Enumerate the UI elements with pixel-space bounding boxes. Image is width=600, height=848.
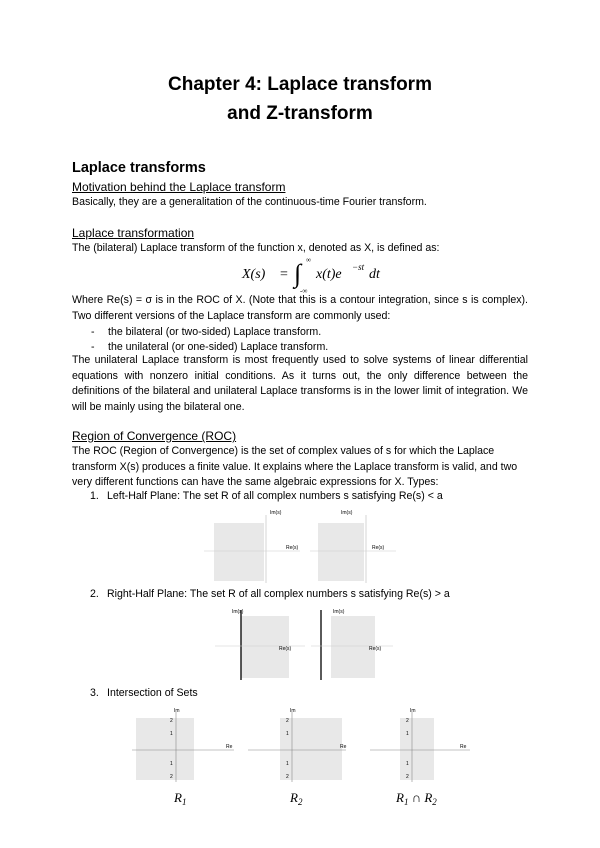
bullet-item: the unilateral (or one-sided) Laplace transform. [108, 341, 329, 353]
re-axis-label: Re(s) [369, 646, 382, 652]
tick-label: 2 [170, 718, 173, 724]
formula-integrand: x(t)e [316, 267, 342, 282]
formula-upper-limit: ∞ [306, 256, 311, 264]
roc-item-text: Left-Half Plane: The set R of all complex numbers s satisfying Re(s) < a [107, 490, 443, 502]
roc-region [280, 718, 342, 780]
plot-r1-cap-r2 [370, 708, 470, 782]
bullet-item: the bilateral (or two-sided) Laplace transform. [108, 326, 322, 338]
roc-item-number: 1. [90, 490, 99, 502]
re-axis-label: Re [226, 744, 233, 750]
tick-label: 1 [286, 731, 289, 737]
roc-region [400, 718, 434, 780]
section-heading: Laplace transforms [72, 160, 206, 176]
bullet-dash: - [91, 341, 95, 353]
roc-item-number: 2. [90, 588, 99, 600]
tick-label: 2 [286, 718, 289, 724]
formula-lower-limit: -∞ [300, 287, 308, 295]
formula-lhs: X(s) [242, 267, 266, 282]
tick-label: 2 [286, 774, 289, 780]
chapter-title-line2: and Z-transform [227, 103, 373, 124]
re-axis-label: Re(s) [286, 545, 299, 551]
laplace-para-2: The unilateral Laplace transform is most frequently used to solve systems of linear differential equations with nonzero initial conditions. As it turns out, the only difference between the definitions of the bilateral and unilateral Laplace transforms is in the lower limit of integration. We will be mainly using the bilateral one. [72, 354, 528, 413]
integral-sign: ∫ [294, 259, 302, 288]
tick-label: 2 [406, 774, 409, 780]
formula-equals: = [280, 267, 288, 282]
roc-heading: Region of Convergence (ROC) [72, 429, 237, 443]
tick-label: 1 [170, 731, 173, 737]
im-axis-label: Im(s) [232, 609, 244, 615]
plot-r2 [248, 708, 347, 782]
im-axis-label: Im [290, 708, 296, 714]
tick-label: 1 [170, 761, 173, 767]
laplace-formula [242, 256, 392, 295]
tick-label: 1 [406, 731, 409, 737]
motivation-text: Basically, they are a generalitation of the continuous-time Fourier transform. [72, 196, 427, 208]
intersection-label: $R_1$ ∩ $R_2$ [396, 790, 437, 806]
roc-region [136, 718, 194, 780]
tick-label: 1 [286, 761, 289, 767]
roc-item-number: 3. [90, 687, 99, 699]
im-axis-label: Im [410, 708, 416, 714]
right-half-plane-figure [215, 606, 395, 682]
formula-exponent: −st [352, 262, 365, 272]
laplace-heading: Laplace transformation [72, 226, 195, 240]
tick-label: 1 [406, 761, 409, 767]
chapter-title-line1: Chapter 4: Laplace transform [168, 74, 432, 95]
re-axis-label: Re [460, 744, 467, 750]
re-axis-label: Re(s) [372, 545, 385, 551]
re-axis-label: Re [340, 744, 347, 750]
roc-region [318, 523, 364, 581]
roc-item-text: Right-Half Plane: The set R of all complex numbers s satisfying Re(s) > a [107, 588, 450, 600]
roc-item-text: Intersection of Sets [107, 687, 198, 699]
r2-label: $R_2$ [290, 790, 303, 806]
re-axis-label: Re(s) [279, 646, 292, 652]
formula-dt: dt [369, 267, 380, 282]
im-axis-label: Im(s) [341, 510, 353, 516]
plot-r1 [132, 708, 234, 782]
r1-label: $R_1$ [174, 790, 187, 806]
im-axis-label: Im [174, 708, 180, 714]
motivation-heading: Motivation behind the Laplace transform [72, 180, 286, 194]
roc-region [214, 523, 264, 581]
tick-label: 2 [406, 718, 409, 724]
intersection-figure [130, 706, 480, 806]
laplace-intro: The (bilateral) Laplace transform of the function x, denoted as X, is defined as: [72, 242, 440, 254]
bullet-dash: - [91, 326, 95, 338]
roc-para: The ROC (Region of Convergence) is the set of complex values of s for which the Laplace transform X(s) produces a finite value. It explains where the Laplace transform is valid, and two very different functions can have the same algebraic expressions for X. Types: [72, 445, 518, 488]
left-half-plane-figure [200, 505, 400, 585]
im-axis-label: Im(s) [333, 609, 345, 615]
tick-label: 2 [170, 774, 173, 780]
im-axis-label: Im(s) [270, 510, 282, 516]
laplace-para-1: Where Re(s) = σ is in the ROC of X. (Note that this is a contour integration, since s is complex). Two different versions of the Laplace transform are commonly used: [72, 294, 528, 322]
